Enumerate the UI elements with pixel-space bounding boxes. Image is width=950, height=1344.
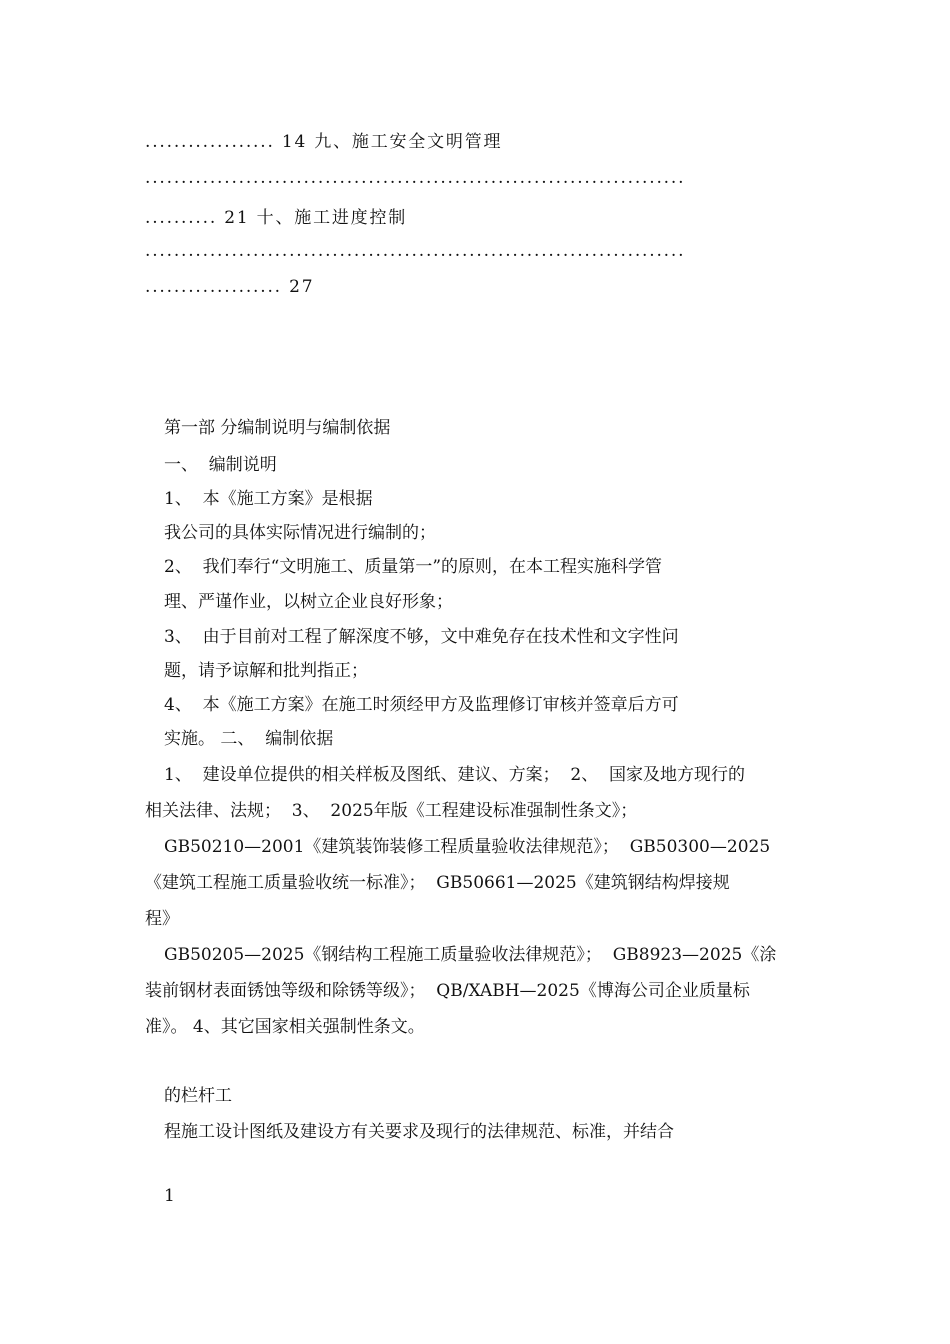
basis-line: GB50210—2001《建筑装饰装修工程质量验收法律规范》； GB50300—2025 [164,837,771,857]
basis-line: 《建筑工程施工质量验收统一标准》； GB50661—2025《建筑钢结构焊接规 [145,873,730,893]
paragraph-line: 题，请予谅解和批判指正； [164,661,368,681]
page-number: 1 [164,1186,175,1206]
paragraph-line: 理、严谨作业，以树立企业良好形象； [164,592,453,612]
section-heading: 第一部 分编制说明与编制依据 [164,418,391,438]
paragraph-line: 3、 由于目前对工程了解深度不够，文中难免存在技术性和文字性问 [164,627,679,647]
fragment-line: 程施工设计图纸及建设方有关要求及现行的法律规范、标准，并结合 [164,1122,674,1142]
basis-line: GB50205—2025《钢结构工程施工质量验收法律规范》； GB8923—2025《涂 [164,945,777,965]
toc-dot-leader: ........................................................................... [145,241,686,261]
subsection-title: 一、 编制说明 [164,455,277,475]
toc-line: .................. 14 九、施工安全文明管理 [145,132,503,152]
toc-dot-leader: ........................................................................... [145,168,686,188]
paragraph-line: 2、 我们奉行“文明施工、质量第一”的原则，在本工程实施科学管 [164,557,663,577]
basis-line: 准》。 4、其它国家相关强制性条文。 [145,1017,425,1037]
paragraph-line: 4、 本《施工方案》在施工时须经甲方及监理修订审核并签章后方可 [164,695,679,715]
basis-line: 1、 建设单位提供的相关样板及图纸、建议、方案； 2、 国家及地方现行的 [164,765,746,785]
paragraph-line: 1、 本《施工方案》是根据 [164,489,373,509]
paragraph-line: 我公司的具体实际情况进行编制的； [164,523,436,543]
basis-line: 相关法律、法规； 3、 2025年版《工程建设标准强制性条文》； [145,801,638,821]
toc-line: ................... 27 [145,277,315,297]
toc-line: .......... 21 十、施工进度控制 [145,208,408,228]
paragraph-line: 实施。 二、 编制依据 [164,729,334,749]
basis-line: 程》 [145,909,179,929]
fragment-line: 的栏杆工 [164,1086,232,1106]
basis-line: 装前钢材表面锈蚀等级和除锈等级》； QB/XABH—2025《博海公司企业质量标 [145,981,750,1001]
